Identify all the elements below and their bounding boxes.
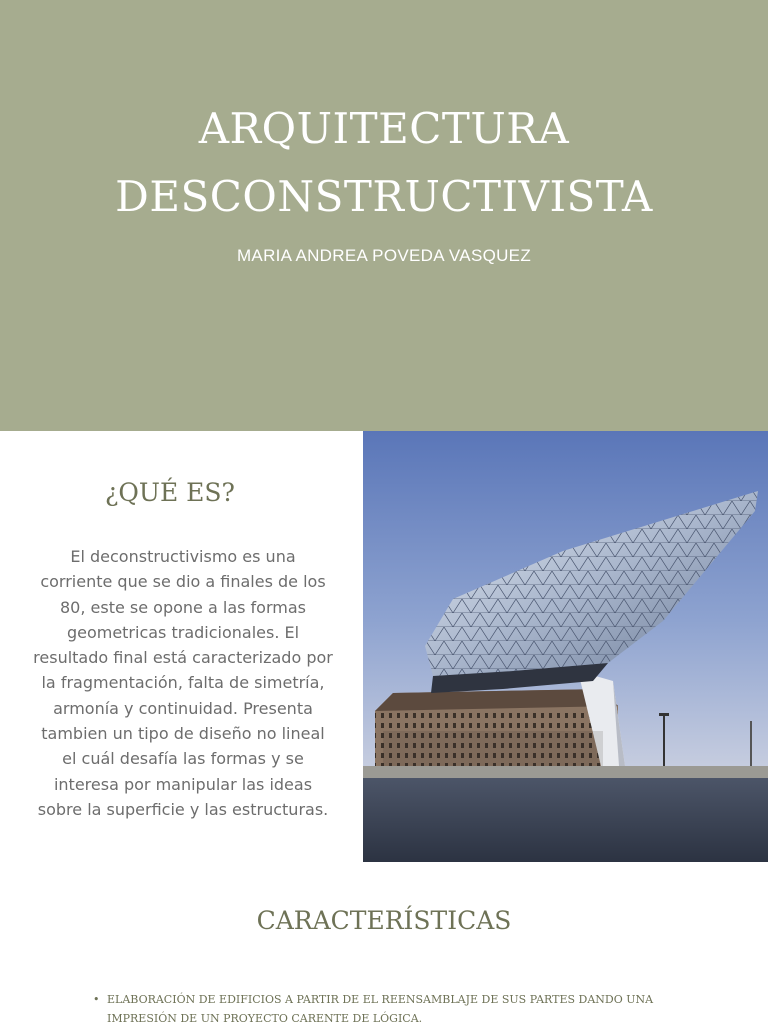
list-item: • ELABORACIÓN DE EDIFICIOS A PARTIR DE EL REENSAMBLAJE DE SUS PARTES DANDO UNA IMPRESIÓN DE UN PROYECTO CARENTE DE LÓGICA. [93, 990, 663, 1028]
que-es-description: El deconstructivismo es una corriente que se dio a finales de los 80, este se opone a las formas geometricas tradicionales. El resultado final está caracterizado por la fragmentación, falta de simetría, armonía y continuidad. Presenta tambien un tipo de diseño no lineal el cuál desafía las formas y se interesa por manipular las ideas sobre la superficie y las estructuras. [33, 547, 333, 819]
building-photo [363, 431, 768, 862]
title-line-2: DESCONSTRUCTIVISTA [115, 172, 653, 221]
que-es-heading: ¿QUÉ ES? [105, 478, 235, 507]
author-name: MARIA ANDREA POVEDA VASQUEZ [236, 246, 532, 265]
caracteristicas-list [93, 990, 663, 1028]
hero-banner [0, 0, 768, 431]
caracteristicas-heading: CARACTERÍSTICAS [256, 906, 512, 935]
title-line-1: ARQUITECTURA [198, 104, 570, 153]
